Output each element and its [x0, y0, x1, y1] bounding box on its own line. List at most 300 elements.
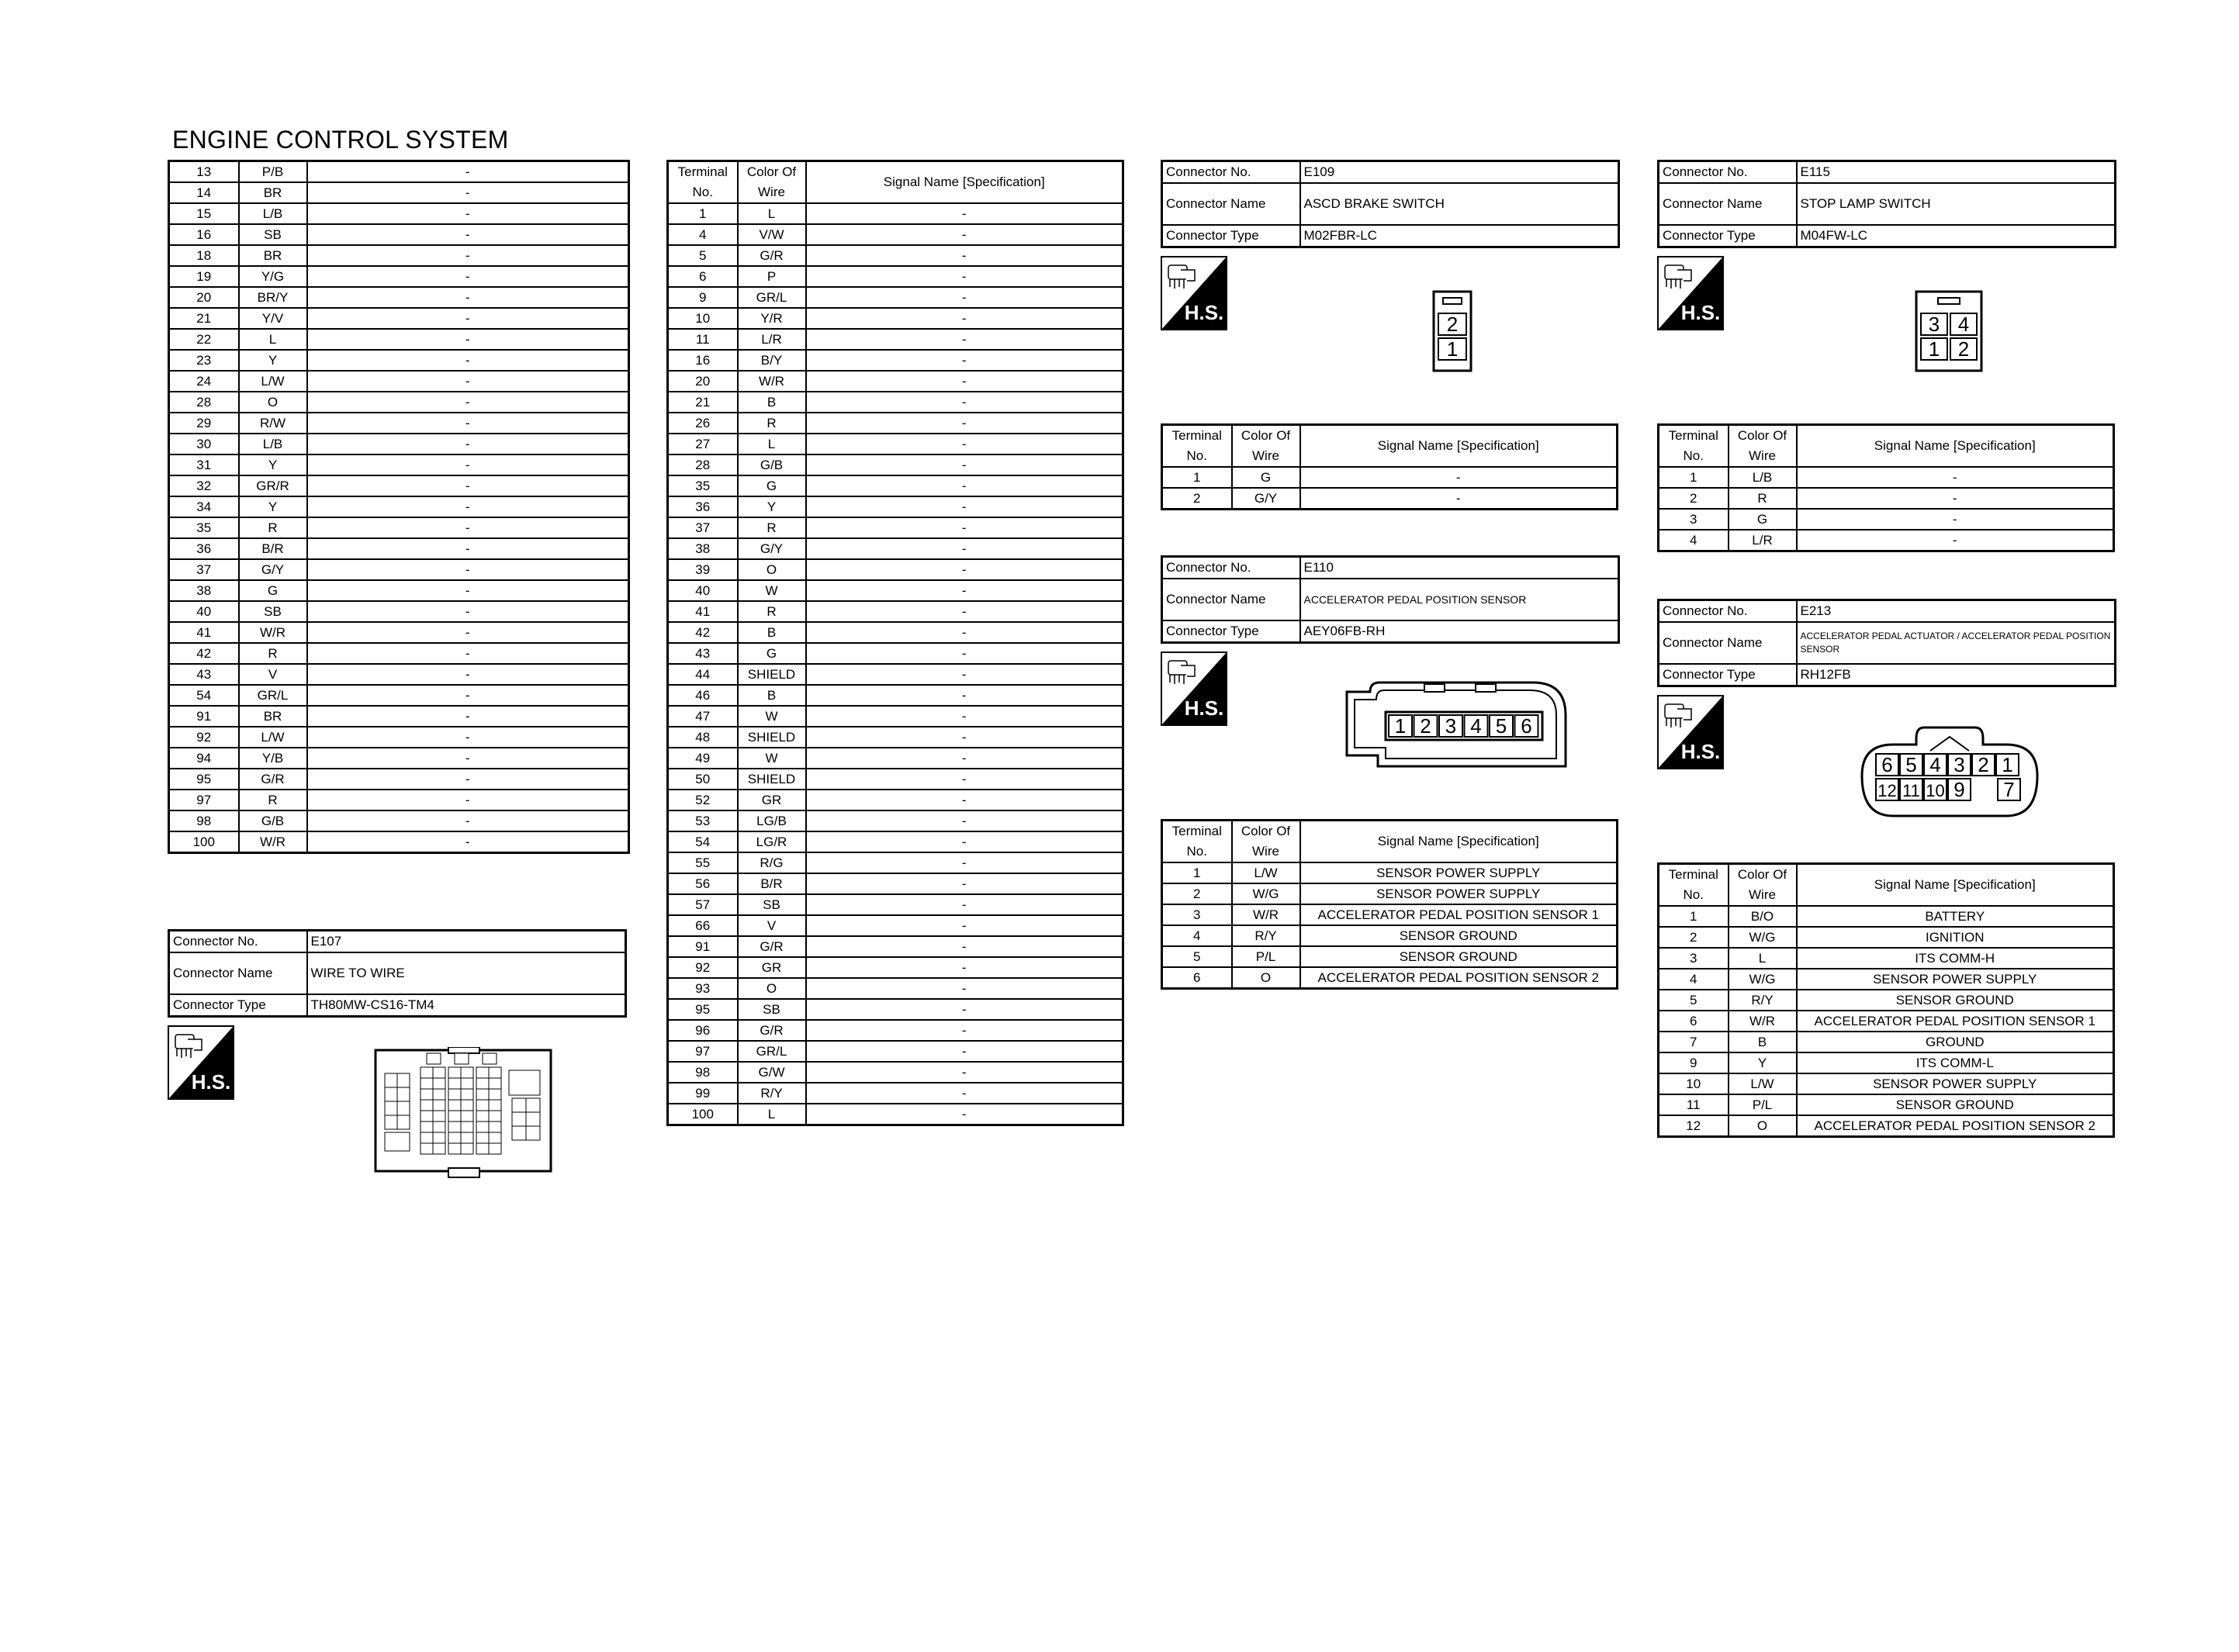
wire-color-cell: BR/Y [239, 287, 307, 308]
signal-name-cell: - [1797, 509, 2114, 530]
table-row [668, 1020, 1123, 1041]
pin-label: 2 [1420, 714, 1431, 738]
wire-color-cell: GR/R [239, 475, 307, 496]
connector-face-e107 [372, 1047, 555, 1183]
terminal-no-cell: 93 [668, 978, 738, 999]
svg-text:H.S.: H.S. [1680, 740, 1721, 763]
wire-color-cell: L/R [738, 329, 806, 350]
label-connector-type: Connector Type [1659, 664, 1797, 686]
table-row [1659, 488, 2114, 509]
terminal-no-cell: 15 [169, 203, 239, 224]
connector-name-value: ACCELERATOR PEDAL ACTUATOR / ACCELERATOR PEDAL POSITION SENSOR [1797, 622, 2116, 664]
table-row [668, 643, 1123, 664]
terminal-no-cell: 42 [668, 622, 738, 643]
wire-color-cell: R/Y [1729, 990, 1797, 1011]
signal-name-cell: - [806, 329, 1123, 350]
table-row [668, 1062, 1123, 1083]
wire-color-cell: V [239, 664, 307, 685]
signal-name-cell: - [806, 790, 1123, 810]
terminal-no-cell: 6 [1659, 1011, 1729, 1032]
terminal-no-cell: 21 [169, 308, 239, 329]
table-row [1659, 1052, 2114, 1073]
table-row [1162, 925, 1618, 946]
signal-name-cell: ACCELERATOR PEDAL POSITION SENSOR 1 [1797, 1011, 2114, 1032]
table-row [169, 287, 629, 308]
table-row [1659, 509, 2114, 530]
wire-color-cell: R/W [239, 413, 307, 434]
terminal-no-cell: 16 [668, 350, 738, 371]
table-row [169, 727, 629, 748]
terminal-no-cell: 5 [668, 245, 738, 266]
header-signal: Signal Name [Specification] [1300, 425, 1618, 468]
terminal-no-cell: 97 [169, 790, 239, 810]
pin-label: 3 [1928, 313, 1940, 336]
terminal-no-cell: 19 [169, 266, 239, 287]
signal-name-cell: - [806, 978, 1123, 999]
terminal-no-cell: 28 [668, 454, 738, 475]
signal-name-cell: SENSOR POWER SUPPLY [1797, 969, 2114, 990]
svg-text:H.S.: H.S. [1184, 696, 1224, 720]
signal-name-cell: - [806, 999, 1123, 1020]
signal-name-cell: - [806, 1041, 1123, 1062]
table-row [1162, 862, 1618, 883]
table-row [668, 266, 1123, 287]
harness-side-icon [1657, 695, 1724, 769]
terminal-no-cell: 35 [169, 517, 239, 538]
terminal-table-e115 [1657, 423, 2115, 552]
table-row [668, 308, 1123, 329]
pin-label: 7 [2003, 778, 2015, 801]
pin-label: 1 [1446, 337, 1459, 361]
signal-name-cell: - [806, 1020, 1123, 1041]
table-row [1162, 883, 1618, 904]
terminal-no-cell: 57 [668, 894, 738, 915]
wire-color-cell: G [738, 475, 806, 496]
signal-name-cell: - [307, 182, 629, 203]
wire-color-cell: Y/B [239, 748, 307, 769]
terminal-no-cell: 11 [668, 329, 738, 350]
svg-text:H.S.: H.S. [191, 1070, 231, 1094]
wire-color-cell: SB [738, 894, 806, 915]
signal-name-cell: IGNITION [1797, 927, 2114, 948]
header-terminal: Terminal No. [668, 161, 738, 204]
table-row [1162, 467, 1618, 488]
signal-name-cell: SENSOR GROUND [1797, 990, 2114, 1011]
terminal-no-cell: 13 [169, 161, 239, 183]
wire-color-cell: G/B [239, 810, 307, 831]
terminal-no-cell: 43 [169, 664, 239, 685]
wire-color-cell: B [738, 622, 806, 643]
table-row [668, 664, 1123, 685]
table-row [668, 1041, 1123, 1062]
terminal-no-cell: 66 [668, 915, 738, 936]
label-connector-name: Connector Name [169, 952, 307, 994]
terminal-no-cell: 49 [668, 748, 738, 769]
wire-color-cell: SB [239, 601, 307, 622]
wire-color-cell: B/R [738, 873, 806, 894]
signal-name-cell: - [307, 329, 629, 350]
terminal-no-cell: 98 [169, 810, 239, 831]
label-connector-type: Connector Type [1162, 620, 1300, 643]
table-row [668, 915, 1123, 936]
wire-color-cell: G/R [738, 936, 806, 957]
signal-name-cell: - [806, 685, 1123, 706]
terminal-no-cell: 92 [169, 727, 239, 748]
connector-type-value: M02FBR-LC [1300, 225, 1619, 247]
signal-name-cell: - [806, 434, 1123, 454]
pin-label: 5 [1905, 753, 1917, 776]
wire-color-cell: G/B [738, 454, 806, 475]
header-signal: Signal Name [Specification] [806, 161, 1123, 204]
table-row [169, 601, 629, 622]
terminal-table-e107-cont [168, 160, 630, 854]
table-row [169, 559, 629, 580]
terminal-no-cell: 20 [169, 287, 239, 308]
terminal-no-cell: 6 [1162, 967, 1232, 989]
terminal-no-cell: 55 [668, 852, 738, 873]
pin-label: 5 [1495, 714, 1507, 738]
wire-color-cell: GR [738, 790, 806, 810]
table-row [668, 957, 1123, 978]
signal-name-cell: - [307, 685, 629, 706]
terminal-no-cell: 91 [169, 706, 239, 727]
wire-color-cell: G/Y [738, 538, 806, 559]
wire-color-cell: L/B [239, 434, 307, 454]
wire-color-cell: O [1232, 967, 1300, 989]
wire-color-cell: R [239, 517, 307, 538]
terminal-table-e110 [1161, 819, 1618, 990]
terminal-no-cell: 39 [668, 559, 738, 580]
connector-no-value: E109 [1300, 161, 1619, 184]
table-row [668, 287, 1123, 308]
header-terminal: Terminal No. [1659, 425, 1729, 468]
connector-type-value: AEY06FB-RH [1300, 620, 1619, 643]
wire-color-cell: G [1232, 467, 1300, 488]
signal-name-cell: - [806, 266, 1123, 287]
table-row [169, 371, 629, 392]
wire-color-cell: L/R [1729, 530, 1797, 551]
terminal-no-cell: 41 [668, 601, 738, 622]
wire-color-cell: L/W [239, 727, 307, 748]
signal-name-cell: BATTERY [1797, 906, 2114, 927]
signal-name-cell: - [806, 245, 1123, 266]
table-row [668, 1083, 1123, 1104]
wire-color-cell: R [239, 790, 307, 810]
signal-name-cell: - [806, 203, 1123, 224]
table-row [668, 517, 1123, 538]
terminal-no-cell: 1 [1162, 862, 1232, 883]
terminal-no-cell: 54 [169, 685, 239, 706]
label-connector-no: Connector No. [1659, 600, 1797, 623]
terminal-no-cell: 9 [1659, 1052, 1729, 1073]
signal-name-cell: SENSOR GROUND [1300, 946, 1618, 967]
terminal-no-cell: 18 [169, 245, 239, 266]
terminal-no-cell: 2 [1162, 488, 1232, 510]
table-row [668, 392, 1123, 413]
table-row [169, 580, 629, 601]
table-row [169, 245, 629, 266]
terminal-no-cell: 50 [668, 769, 738, 790]
wire-color-cell: B [1729, 1032, 1797, 1052]
wire-color-cell: L [239, 329, 307, 350]
wire-color-cell: G/R [239, 769, 307, 790]
wire-color-cell: Y/G [239, 266, 307, 287]
terminal-no-cell: 10 [1659, 1073, 1729, 1094]
wire-color-cell: SHIELD [738, 664, 806, 685]
signal-name-cell: - [307, 371, 629, 392]
wire-color-cell: Y/R [738, 308, 806, 329]
terminal-no-cell: 3 [1659, 509, 1729, 530]
table-row [169, 224, 629, 245]
connector-no-value: E115 [1797, 161, 2116, 184]
table-row [169, 538, 629, 559]
table-row [1659, 1032, 2114, 1052]
wire-color-cell: Y [1729, 1052, 1797, 1073]
table-row [668, 769, 1123, 790]
table-row [169, 664, 629, 685]
signal-name-cell: - [307, 748, 629, 769]
signal-name-cell: - [806, 1083, 1123, 1104]
connector-info-e107 [168, 929, 627, 1018]
terminal-no-cell: 14 [169, 182, 239, 203]
table-row [169, 496, 629, 517]
signal-name-cell: - [307, 622, 629, 643]
wire-color-cell: L/B [239, 203, 307, 224]
terminal-no-cell: 41 [169, 622, 239, 643]
terminal-no-cell: 56 [668, 873, 738, 894]
table-row [169, 161, 629, 183]
label-connector-no: Connector No. [1659, 161, 1797, 184]
wire-color-cell: LG/B [738, 810, 806, 831]
terminal-no-cell: 37 [169, 559, 239, 580]
terminal-no-cell: 1 [1162, 467, 1232, 488]
wire-color-cell: W/R [239, 622, 307, 643]
wire-color-cell: W [738, 706, 806, 727]
terminal-no-cell: 37 [668, 517, 738, 538]
wire-color-cell: LG/R [738, 831, 806, 852]
signal-name-cell: - [307, 203, 629, 224]
wire-color-cell: R/Y [1232, 925, 1300, 946]
table-row [1659, 1115, 2114, 1137]
signal-name-cell: - [307, 392, 629, 413]
wire-color-cell: Y [738, 496, 806, 517]
table-row [169, 790, 629, 810]
signal-name-cell: ACCELERATOR PEDAL POSITION SENSOR 2 [1797, 1115, 2114, 1137]
table-row [668, 559, 1123, 580]
terminal-no-cell: 38 [668, 538, 738, 559]
wire-color-cell: B/Y [738, 350, 806, 371]
signal-name-cell: - [806, 559, 1123, 580]
table-row [1162, 967, 1618, 989]
signal-name-cell: ITS COMM-L [1797, 1052, 2114, 1073]
table-row [668, 622, 1123, 643]
table-row [668, 748, 1123, 769]
signal-name-cell: - [806, 392, 1123, 413]
terminal-no-cell: 95 [668, 999, 738, 1020]
terminal-no-cell: 30 [169, 434, 239, 454]
signal-name-cell: - [307, 664, 629, 685]
svg-text:H.S.: H.S. [1680, 301, 1721, 324]
connector-no-value: E213 [1797, 600, 2116, 623]
wire-color-cell: BR [239, 706, 307, 727]
table-row [1162, 946, 1618, 967]
table-row [169, 413, 629, 434]
signal-name-cell: - [307, 810, 629, 831]
connector-face-e109 [1432, 290, 1474, 378]
table-row [668, 434, 1123, 454]
pin-label: 4 [1470, 714, 1482, 738]
signal-name-cell: - [307, 454, 629, 475]
connector-type-value: TH80MW-CS16-TM4 [307, 994, 626, 1017]
wire-color-cell: L/W [1232, 862, 1300, 883]
signal-name-cell: - [307, 517, 629, 538]
table-row [668, 350, 1123, 371]
table-row [668, 413, 1123, 434]
header-color: Color Of Wire [1232, 425, 1300, 468]
pin-label: 11 [1902, 781, 1920, 800]
signal-name-cell: - [1797, 530, 2114, 551]
signal-name-cell: - [307, 434, 629, 454]
terminal-no-cell: 12 [1659, 1115, 1729, 1137]
table-row [169, 622, 629, 643]
header-color: Color Of Wire [1729, 864, 1797, 907]
table-row [668, 810, 1123, 831]
table-row [169, 434, 629, 454]
signal-name-cell: - [1300, 488, 1618, 510]
table-row [1162, 904, 1618, 925]
wire-color-cell: R [239, 643, 307, 664]
svg-text:H.S.: H.S. [1184, 301, 1224, 324]
terminal-no-cell: 22 [169, 329, 239, 350]
label-connector-no: Connector No. [169, 931, 307, 953]
terminal-no-cell: 26 [668, 413, 738, 434]
terminal-no-cell: 35 [668, 475, 738, 496]
wire-color-cell: O [738, 559, 806, 580]
table-row [169, 831, 629, 853]
wire-color-cell: G/R [738, 245, 806, 266]
label-connector-name: Connector Name [1659, 622, 1797, 664]
terminal-no-cell: 21 [668, 392, 738, 413]
terminal-no-cell: 40 [668, 580, 738, 601]
wire-color-cell: L/W [1729, 1073, 1797, 1094]
signal-name-cell: - [806, 748, 1123, 769]
table-row [668, 936, 1123, 957]
signal-name-cell: - [806, 287, 1123, 308]
table-row [169, 329, 629, 350]
signal-name-cell: - [806, 580, 1123, 601]
signal-name-cell: - [806, 915, 1123, 936]
signal-name-cell: - [806, 957, 1123, 978]
connector-no-value: E107 [307, 931, 626, 953]
header-color: Color Of Wire [738, 161, 806, 204]
table-row [169, 685, 629, 706]
pin-label: 1 [2002, 753, 2013, 776]
wire-color-cell: L [738, 203, 806, 224]
wire-color-cell: Y [239, 350, 307, 371]
terminal-no-cell: 5 [1659, 990, 1729, 1011]
terminal-no-cell: 46 [668, 685, 738, 706]
signal-name-cell: - [806, 454, 1123, 475]
wire-color-cell: GR/L [239, 685, 307, 706]
terminal-no-cell: 47 [668, 706, 738, 727]
pin-label: 9 [1954, 778, 1965, 801]
page-title: ENGINE CONTROL SYSTEM [172, 126, 509, 154]
terminal-no-cell: 11 [1659, 1094, 1729, 1115]
wire-color-cell: V/W [738, 224, 806, 245]
table-row [668, 999, 1123, 1020]
signal-name-cell: - [307, 245, 629, 266]
signal-name-cell: - [806, 224, 1123, 245]
table-row [1659, 906, 2114, 927]
pin-label: 1 [1928, 337, 1940, 361]
table-row [668, 978, 1123, 999]
harness-side-icon [1161, 256, 1227, 330]
wire-color-cell: B/R [239, 538, 307, 559]
signal-name-cell: - [806, 643, 1123, 664]
signal-name-cell: - [806, 601, 1123, 622]
table-row [668, 475, 1123, 496]
terminal-no-cell: 38 [169, 580, 239, 601]
connector-face-e115 [1915, 290, 1985, 378]
table-row [668, 454, 1123, 475]
header-color: Color Of Wire [1232, 821, 1300, 863]
harness-side-icon [1657, 256, 1724, 330]
wire-color-cell: R [1729, 488, 1797, 509]
wire-color-cell: W/R [1729, 1011, 1797, 1032]
label-connector-type: Connector Type [169, 994, 307, 1017]
table-row [1659, 530, 2114, 551]
terminal-no-cell: 20 [668, 371, 738, 392]
wire-color-cell: G/Y [239, 559, 307, 580]
terminal-no-cell: 31 [169, 454, 239, 475]
signal-name-cell: - [806, 936, 1123, 957]
pin-label: 6 [1521, 714, 1532, 738]
signal-name-cell: - [1797, 488, 2114, 509]
wire-color-cell: B [738, 685, 806, 706]
signal-name-cell: SENSOR POWER SUPPLY [1300, 862, 1618, 883]
signal-name-cell: - [806, 706, 1123, 727]
signal-name-cell: SENSOR GROUND [1797, 1094, 2114, 1115]
terminal-no-cell: 100 [169, 831, 239, 853]
signal-name-cell: - [806, 475, 1123, 496]
signal-name-cell: - [806, 538, 1123, 559]
wire-color-cell: W/R [239, 831, 307, 853]
table-row [169, 769, 629, 790]
table-row [1659, 927, 2114, 948]
connector-info-e115 [1657, 160, 2116, 248]
table-row [169, 308, 629, 329]
pin-label: 4 [1957, 313, 1970, 336]
wire-color-cell: V [738, 915, 806, 936]
table-row [668, 245, 1123, 266]
signal-name-cell: - [806, 413, 1123, 434]
terminal-no-cell: 100 [668, 1104, 738, 1125]
wire-color-cell: L [738, 434, 806, 454]
wire-color-cell: GR/L [738, 287, 806, 308]
signal-name-cell: - [307, 350, 629, 371]
harness-side-icon [1161, 651, 1227, 726]
signal-name-cell: SENSOR POWER SUPPLY [1300, 883, 1618, 904]
signal-name-cell: ACCELERATOR PEDAL POSITION SENSOR 2 [1300, 967, 1618, 989]
header-signal: Signal Name [Specification] [1300, 821, 1618, 863]
terminal-table-main [666, 160, 1124, 1126]
pin-label: 3 [1445, 714, 1457, 738]
pin-label: 4 [1929, 753, 1941, 776]
terminal-no-cell: 10 [668, 308, 738, 329]
table-row [169, 454, 629, 475]
wire-color-cell: Y [239, 496, 307, 517]
wire-color-cell: G [738, 643, 806, 664]
